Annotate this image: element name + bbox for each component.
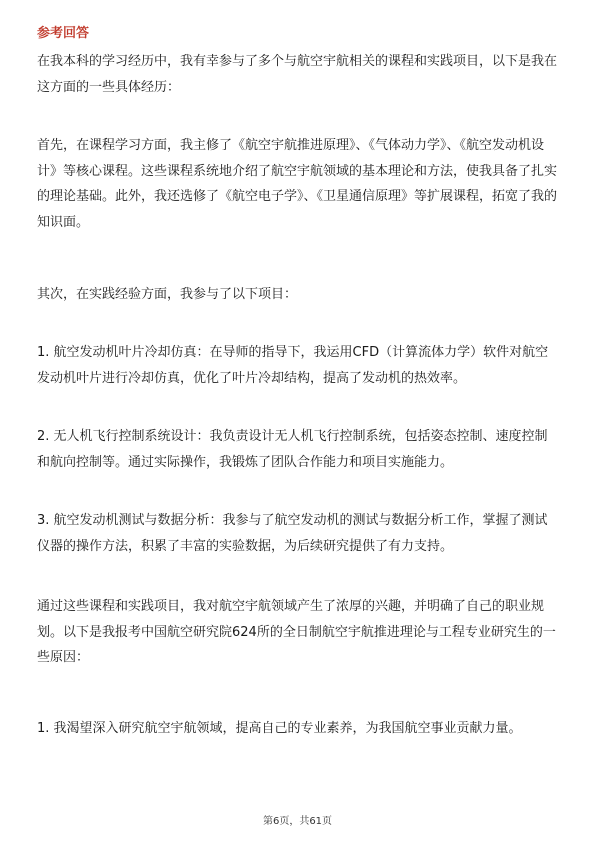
paragraph-project-1: 1. 航空发动机叶片冷却仿真：在导师的指导下，我运用CFD（计算流体力学）软件对航空发动机叶片进行冷却仿真，优化了叶片冷却结构，提高了发动机的热效率。 [37,345,549,386]
paragraph-intro: 在我本科的学习经历中，我有幸参与了多个与航空宇航相关的课程和实践项目，以下是我在这方面的一些具体经历： [37,54,558,95]
page-number-footer: 第6页，共61页 [262,816,333,827]
paragraph-project-2: 2. 无人机飞行控制系统设计：我负责设计无人机飞行控制系统，包括姿态控制、速度控制和航向控制等。通过实际操作，我锻炼了团队合作能力和项目实施能力。 [37,429,548,470]
paragraph-project-3: 3. 航空发动机测试与数据分析：我参与了航空发动机的测试与数据分析工作，掌握了测试仪器的操作方法，积累了丰富的实验数据，为后续研究提供了有力支持。 [37,513,548,554]
paragraph-reason-1: 1. 我渴望深入研究航空宇航领域，提高自己的专业素养，为我国航空事业贡献力量。 [37,721,522,736]
paragraph-coursework: 首先，在课程学习方面，我主修了《航空宇航推进原理》、《气体动力学》、《航空发动机设计》等核心课程。这些课程系统地介绍了航空宇航领域的基本理论和方法，使我具备了扎实的理论基础。此外，我还选修了《航空电子学》、《卫星通信原理》等扩展课程，拓宽了我的知识面。 [37,138,558,230]
section-heading: 参考回答 [37,26,90,41]
paragraph-practice-intro: 其次，在实践经验方面，我参与了以下项目： [37,287,298,302]
paragraph-reasons-intro: 通过这些课程和实践项目，我对航空宇航领域产生了浓厚的兴趣，并明确了自己的职业规划。以下是我报考中国航空研究院624所的全日制航空宇航推进理论与工程专业研究生的一些原因： [37,599,556,665]
